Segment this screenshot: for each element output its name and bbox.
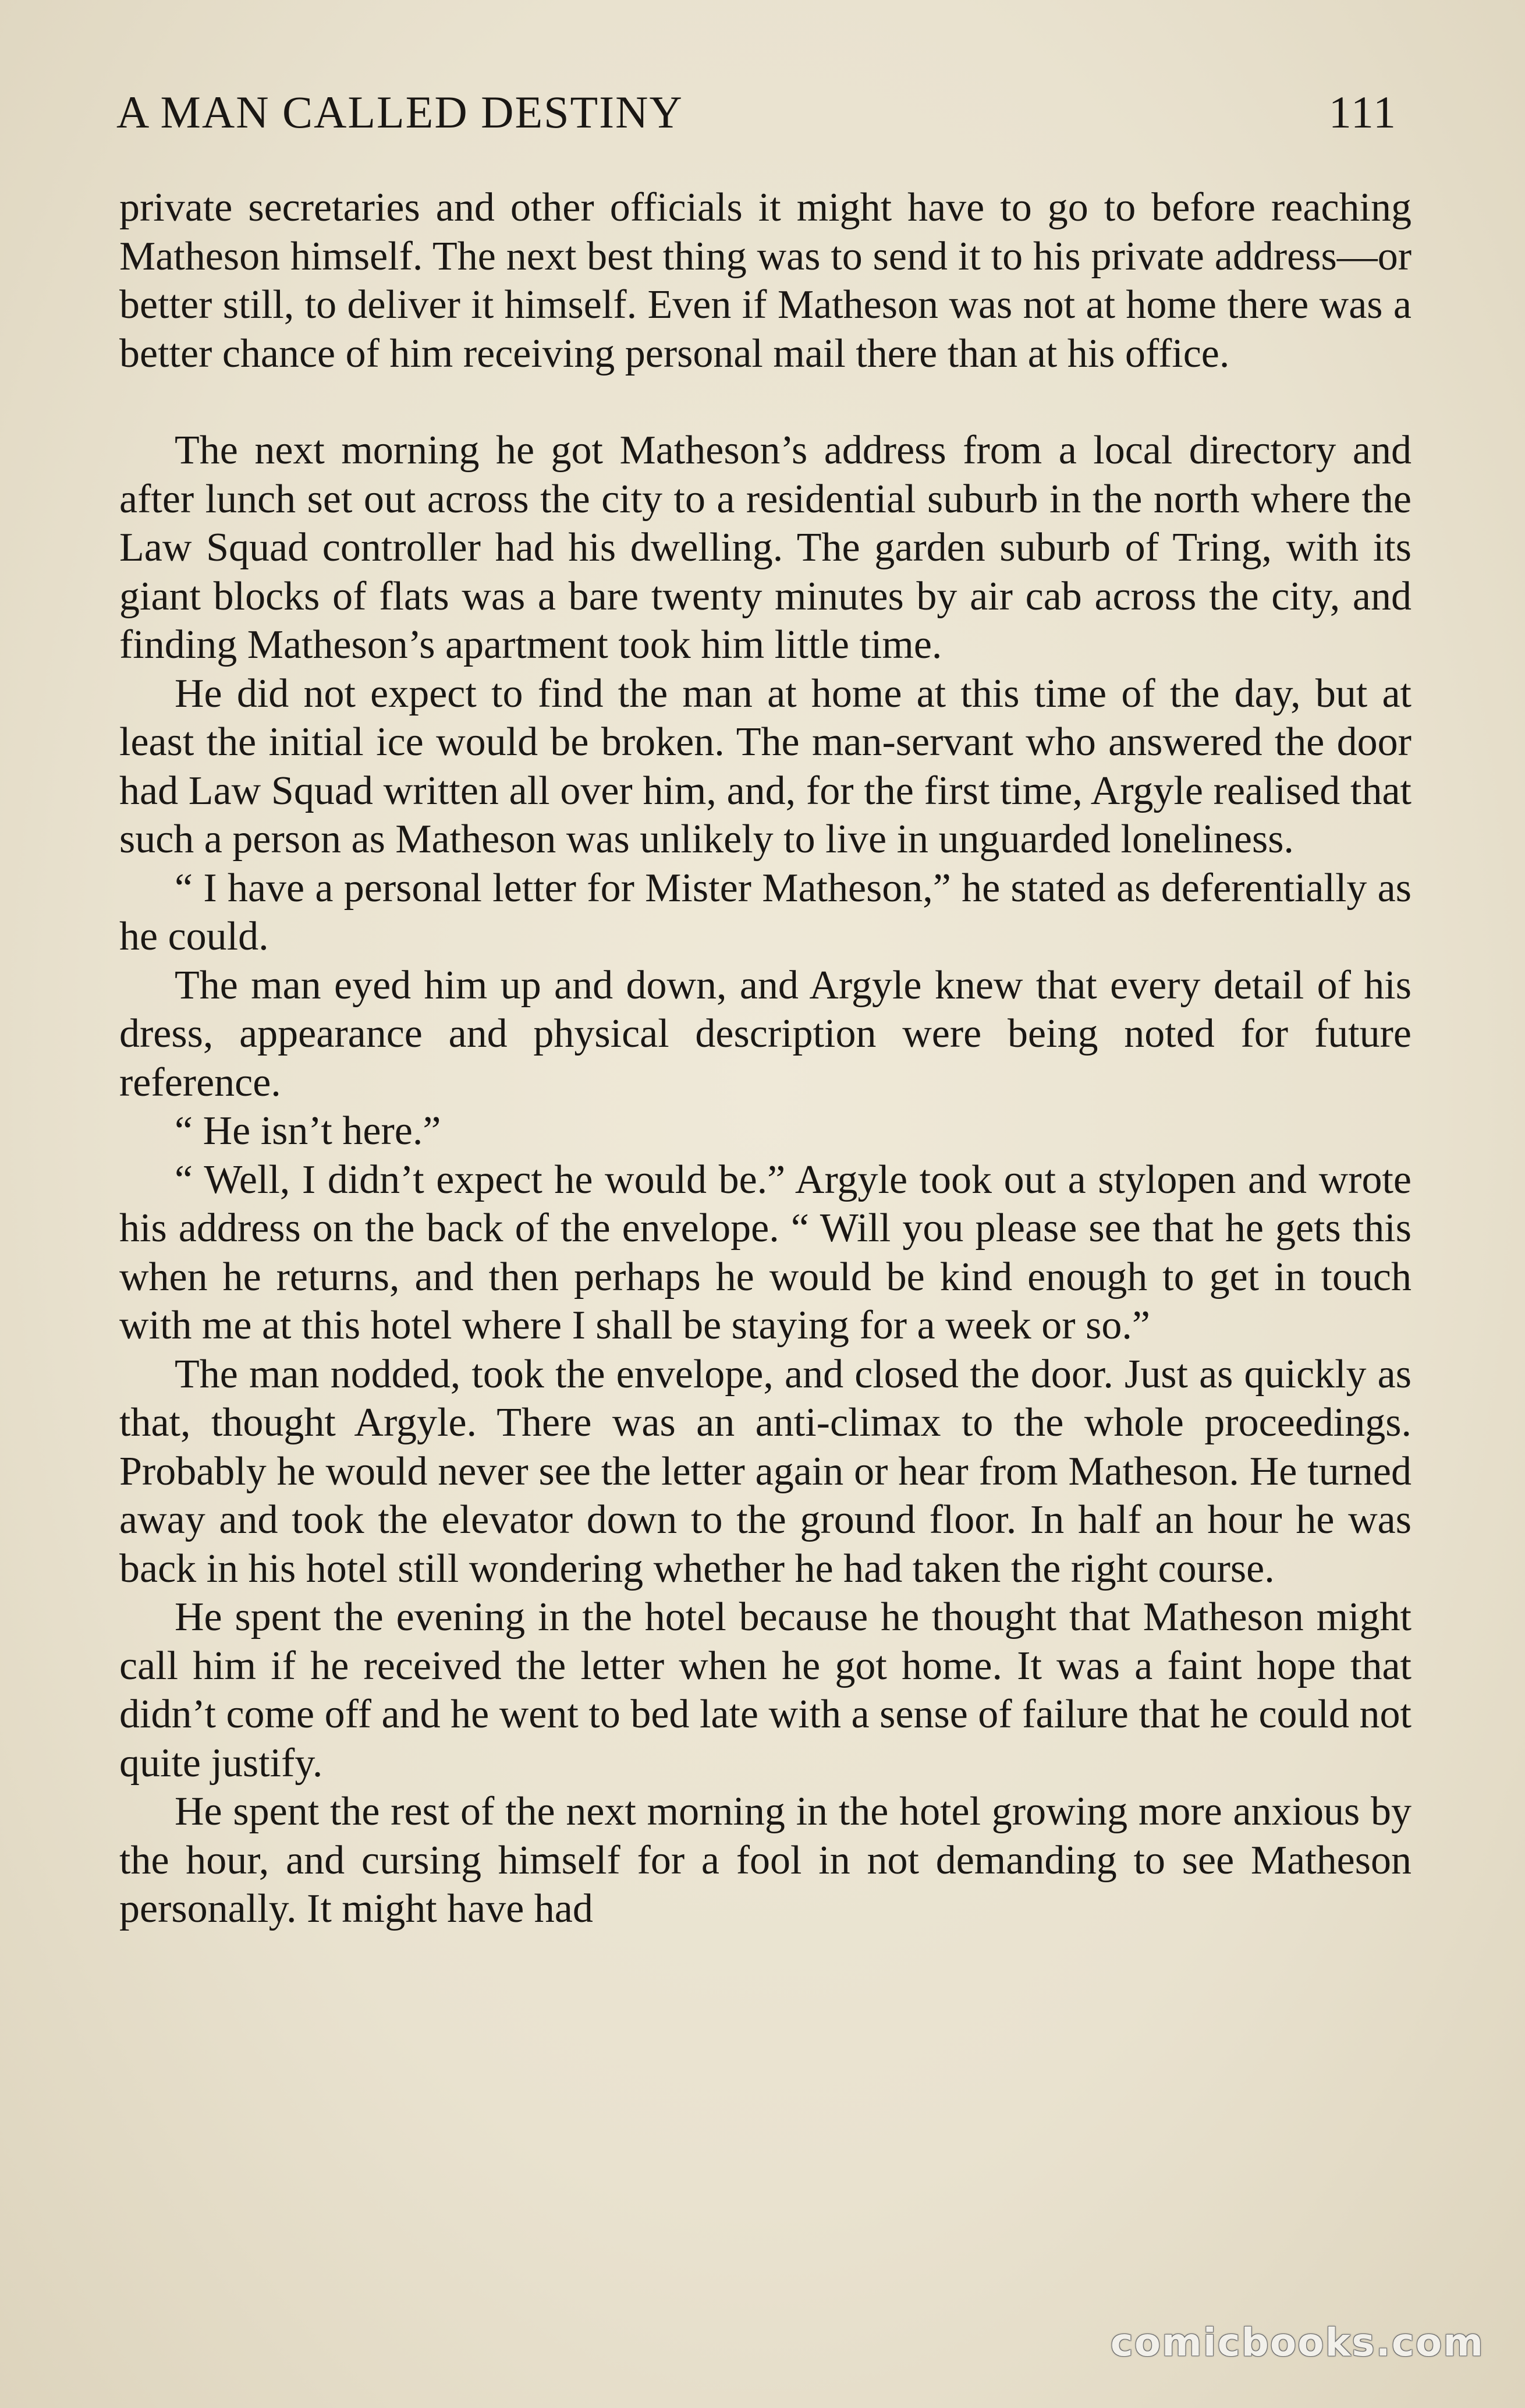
paragraph: The man nodded, took the envelope, and closed the door. Just as quickly as that, thought Argyle. There was an anti-climax to the whole proceedings. Probably he would never see the letter again or hear from Matheson. He turned away and took the elevator down to the ground floor. In half an hour he was back in his hotel still wondering whether he had taken the right course. <box>119 1351 1411 1591</box>
watermark: comicbooks.com <box>1110 2320 1484 2365</box>
page-header <box>116 86 1397 150</box>
paragraph: He did not expect to find the man at home at this time of the day, but at least the initial ice would be broken. The man-servant who answered the door had Law Squad written all over him, and, for the first time, Argyle realised that such a person as Matheson was unlikely to live in unguarded loneliness. <box>119 671 1411 862</box>
page-number: 111 <box>1328 87 1397 137</box>
paragraph: He spent the rest of the next morning in the hotel growing more anxious by the hour, and cursing himself for a fool in not demanding to see Matheson personally. It might have had <box>119 1789 1411 1931</box>
paragraph: private secretaries and other officials it might have to go to before reaching Matheson himself. The next best thing was to send it to his private address—or better still, to deliver it himself. Even if Matheson was not at home there was a better chance of him receiving personal mail there than at his office. <box>119 185 1411 376</box>
paragraph: “ He isn’t here.” <box>175 1109 441 1153</box>
body-text <box>119 183 1411 1934</box>
paragraph: The man eyed him up and down, and Argyle knew that every detail of his dress, appearance and physical description were being noted for future reference. <box>119 962 1411 1105</box>
paragraph: “ I have a personal letter for Mister Matheson,” he stated as deferentially as he could. <box>119 865 1411 959</box>
running-title: A MAN CALLED DESTINY <box>116 87 683 137</box>
paragraph: “ Well, I didn’t expect he would be.” Argyle took out a stylopen and wrote his address on the back of the envelope. “ Will you please see that he gets this when he returns, and then perhaps he would be kind enough to get in touch with me at this hotel where I shall be staying for a week or so.” <box>119 1157 1411 1348</box>
paragraph: The next morning he got Matheson’s address from a local directory and after lunch set out across the city to a residential suburb in the north where the Law Squad controller had his dwelling. The garden suburb of Tring, with its giant blocks of flats was a bare twenty minutes by air cab across the city, and finding Matheson’s apartment took him little time. <box>119 428 1411 667</box>
paragraph: He spent the evening in the hotel because he thought that Matheson might call him if he received the letter when he got home. It was a faint hope that didn’t come off and he went to bed late with a sense of failure that he could not quite justify. <box>119 1595 1411 1786</box>
